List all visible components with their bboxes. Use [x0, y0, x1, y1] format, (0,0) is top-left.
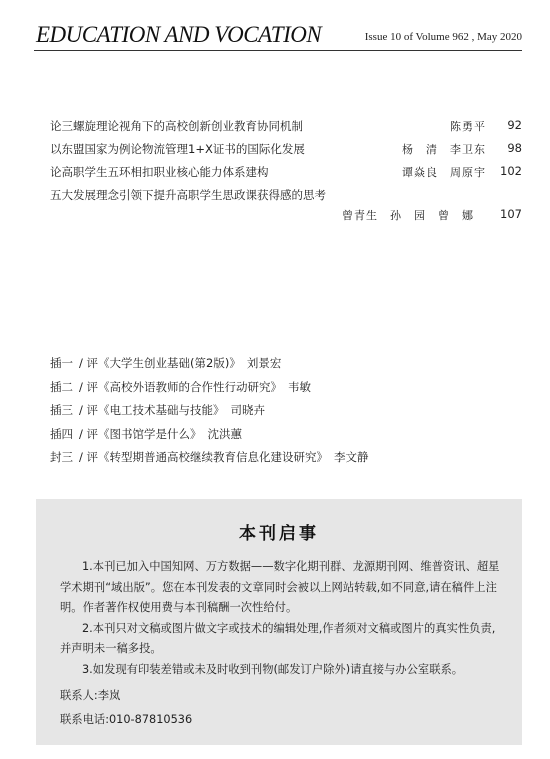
contact-phone: 联系电话:010-87810536 — [60, 713, 193, 726]
notice-title: 本刊启事 — [239, 524, 319, 544]
insert-label: 插二 — [50, 379, 73, 394]
insert-item — [50, 402, 375, 426]
toc-entry-page: 107 — [500, 207, 522, 221]
insert-item — [50, 379, 375, 403]
insert-person: 刘景宏 — [246, 356, 282, 370]
toc-entry[interactable] — [50, 118, 522, 141]
toc-entry-title: 五大发展理念引领下提升高职学生思政课获得感的思考 — [50, 188, 326, 202]
toc-entry-title: 论三螺旋理论视角下的高校创新创业教育协同机制 — [50, 119, 303, 133]
contact-person: 联系人:李岚 — [60, 689, 121, 702]
toc-entry-authors: 曾青生 孙 园 曾 娜 — [342, 209, 474, 222]
insert-person: 韦敏 — [288, 379, 312, 394]
notice-item: 3.如发现有印装差错或未及时收到刊物(邮发订户除外)请直接与办公室联系。 — [82, 662, 464, 676]
header-divider — [34, 50, 522, 51]
toc-entry-title: 论高职学生五环相扣职业核心能力体系建构 — [50, 165, 269, 179]
toc-entry-page: 92 — [507, 118, 522, 132]
toc-entry[interactable] — [50, 141, 522, 164]
insert-text: / 评《大学生创业基础(第2版)》 — [79, 356, 241, 370]
toc-entry-page: 102 — [500, 164, 522, 178]
notice-item: 1.本刊已加入中国知网、万方数据——数字化期刊群、龙源期刊网、维普资讯、超星学术期刊“域出版”。您在本刊发表的文章同时会被以上网站转载,如不同意,请在稿件上注明。作者著作权使用费与本刊稿酬一次性给付。 — [60, 560, 500, 614]
toc-entry-authors: 陈勇平 — [450, 120, 486, 133]
toc-entry-page: 98 — [507, 141, 522, 155]
toc-entry-authors: 杨 清 李卫东 — [402, 143, 486, 156]
insert-person: 李文静 — [334, 450, 369, 464]
notice-items — [60, 557, 504, 680]
notice-item: 2.本刊只对文稿或图片做文字或技术的编辑处理,作者须对文稿或图片的真实性负责,并声明未一稿多投。 — [60, 621, 496, 655]
toc-entry-title: 以东盟国家为例论物流管理1+X证书的国际化发展 — [50, 142, 305, 156]
toc-entry-byline — [50, 207, 522, 231]
insert-text: / 评《图书馆学是什么》 — [79, 426, 202, 441]
toc-entry[interactable] — [50, 187, 522, 207]
notice-box — [36, 499, 522, 745]
insert-item — [50, 355, 375, 379]
table-of-contents — [50, 118, 522, 231]
insert-person: 司晓卉 — [230, 403, 266, 417]
insert-label: 插四 — [50, 426, 73, 441]
journal-title: EDUCATION AND VOCATION — [36, 22, 322, 47]
insert-label: 插一 — [50, 356, 73, 370]
notice-contact — [60, 684, 192, 732]
toc-entry[interactable] — [50, 164, 522, 187]
insert-text: / 评《转型期普通高校继续教育信息化建设研究》 — [79, 450, 329, 464]
insert-label: 插三 — [50, 403, 73, 417]
insert-item — [50, 426, 375, 450]
insert-item — [50, 449, 375, 473]
toc-entry-authors: 谭焱良 周原宇 — [402, 166, 486, 179]
insert-list — [50, 355, 375, 473]
insert-text: / 评《高校外语教师的合作性行动研究》 — [79, 379, 283, 394]
insert-text: / 评《电工技术基础与技能》 — [79, 403, 225, 417]
insert-person: 沈洪蕙 — [207, 426, 243, 441]
issue-info: Issue 10 of Volume 962 , May 2020 — [364, 31, 522, 43]
insert-label: 封三 — [50, 450, 73, 464]
